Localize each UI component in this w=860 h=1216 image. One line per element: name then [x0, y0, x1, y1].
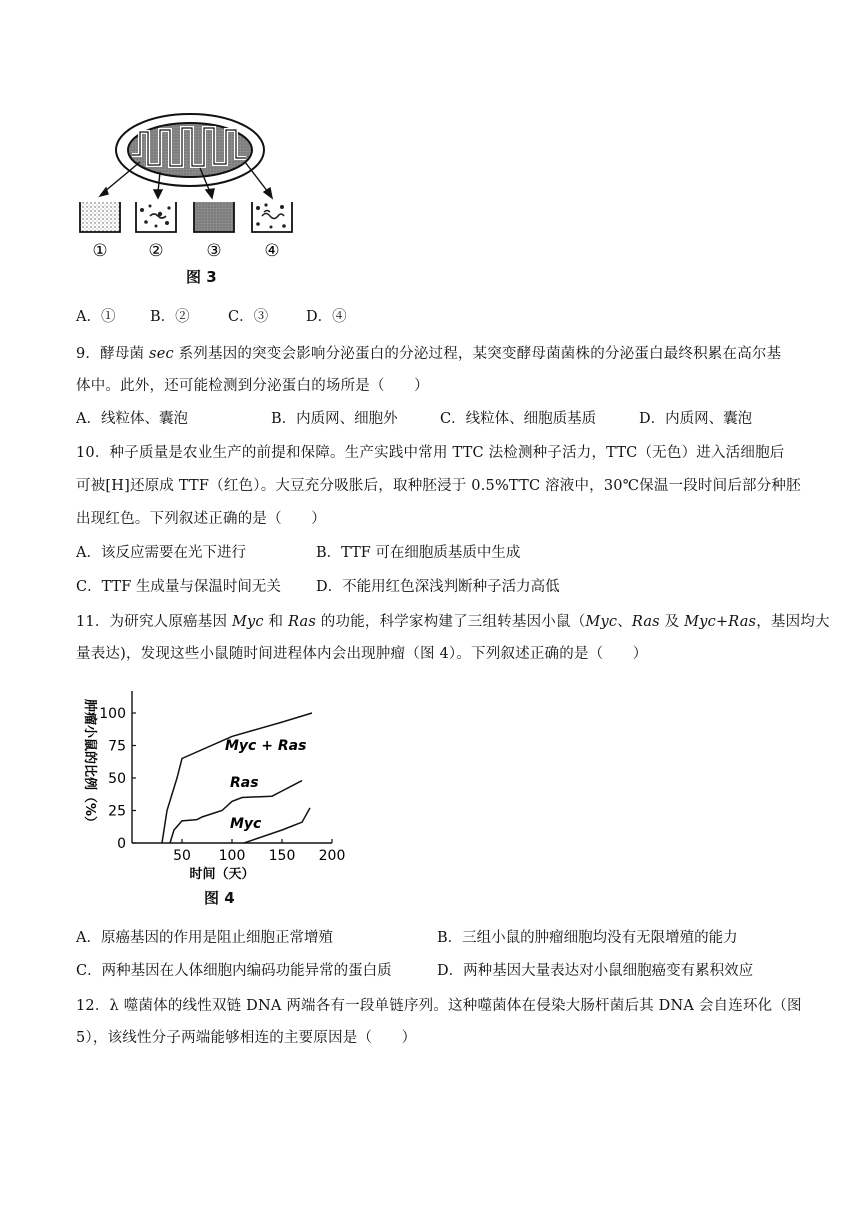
q11-stem-line1: 11．为研究人原癌基因 Myc 和 Ras 的功能，科学家构建了三组转基因小鼠（Myc、Ras 及 Myc+Ras，基因均大 — [76, 614, 830, 630]
figure-4-chart — [70, 688, 350, 906]
y-tick-label: 100 — [99, 706, 126, 722]
q8-option-d: D．④ — [306, 309, 347, 325]
beaker-label-3: ③ — [206, 241, 222, 261]
x-tick-label: 50 — [173, 848, 191, 864]
beaker-label-2: ② — [148, 241, 164, 261]
q8-option-a: A．① — [76, 309, 116, 325]
x-tick-label: 150 — [268, 848, 296, 864]
beaker-1 — [80, 202, 120, 232]
q10-stem-line2: 可被[H]还原成 TTF（红色）。大豆充分吸胀后，取种胚浸于 0.5%TTC 溶液中，30℃保温一段时间后部分种胚 — [76, 478, 801, 494]
q11-option-c: C．两种基因在人体细胞内编码功能异常的蛋白质 — [76, 963, 392, 979]
q10-option-d: D．不能用红色深浅判断种子活力高低 — [316, 579, 560, 595]
x-tick-label: 200 — [318, 848, 346, 864]
q10-stem-line3: 出现红色。下列叙述正确的是（ ） — [76, 511, 326, 527]
beaker-4 — [252, 202, 292, 232]
figure-3-caption: 图 3 — [186, 268, 217, 286]
q9-option-c: C．线粒体、细胞质基质 — [440, 411, 597, 427]
mitochondrion — [116, 114, 264, 186]
q10-stem-line1: 10．种子质量是农业生产的前提和保障。生产实践中常用 TTC 法检测种子活力，TTC（无色）进入活细胞后 — [76, 445, 785, 461]
y-tick-label: 0 — [117, 836, 126, 852]
chart-axes — [99, 691, 345, 864]
beaker-label-1: ① — [92, 241, 108, 261]
y-tick-label: 75 — [108, 738, 126, 755]
q10-option-c: C．TTF 生成量与保温时间无关 — [76, 579, 281, 595]
q9-stem-line1: 9．酵母菌 sec 系列基因的突变会影响分泌蛋白的分泌过程，某突变酵母菌菌株的分泌蛋白最终积累在高尔基 — [76, 346, 782, 362]
q10-option-b: B．TTF 可在细胞质基质中生成 — [316, 545, 521, 561]
chart-series — [162, 713, 312, 843]
beaker-2 — [136, 202, 176, 232]
figure-4-caption: 图 4 — [204, 889, 235, 907]
q9-option-b: B．内质网、细胞外 — [271, 411, 398, 427]
q11-option-a: A．原癌基因的作用是阻止细胞正常增殖 — [76, 930, 333, 946]
series-label-0: Myc + Ras — [225, 738, 307, 754]
q11-stem-line2: 量表达)，发现这些小鼠随时间进程体内会出现肿瘤（图 4）。下列叙述正确的是（ ） — [76, 646, 648, 662]
beaker-3 — [194, 202, 234, 232]
beaker-label-4: ④ — [264, 241, 280, 261]
q11-option-d: D．两种基因大量表达对小鼠细胞癌变有累积效应 — [437, 963, 754, 979]
q9-option-d: D．内质网、囊泡 — [639, 411, 753, 427]
series-label-1: Ras — [230, 775, 259, 791]
q11-option-b: B．三组小鼠的肿瘤细胞均没有无限增殖的能力 — [437, 930, 738, 946]
q8-option-b: B．② — [150, 309, 190, 325]
series-label-2: Myc — [230, 816, 262, 832]
q12-stem-line1: 12．λ 噬菌体的线性双链 DNA 两端各有一段单链序列。这种噬菌体在侵染大肠杆菌后其 DNA 会自连环化（图 — [76, 998, 802, 1014]
figure-3-mitochondrion — [70, 110, 310, 290]
q9-stem-line2: 体中。此外，还可能检测到分泌蛋白的场所是（ ） — [76, 378, 429, 394]
chart-xlabel: 时间（天） — [189, 867, 255, 882]
q12-stem-line2: 5），该线性分子两端能够相连的主要原因是（ ） — [76, 1030, 417, 1046]
y-tick-label: 25 — [108, 803, 126, 820]
q8-option-c: C．③ — [228, 309, 269, 325]
chart-ylabel: 肿瘤小鼠的比例（%） — [82, 698, 97, 830]
q9-option-a: A．线粒体、囊泡 — [76, 411, 188, 427]
q10-option-a: A．该反应需要在光下进行 — [76, 545, 246, 561]
y-tick-label: 50 — [108, 771, 126, 787]
x-tick-label: 100 — [218, 848, 246, 864]
